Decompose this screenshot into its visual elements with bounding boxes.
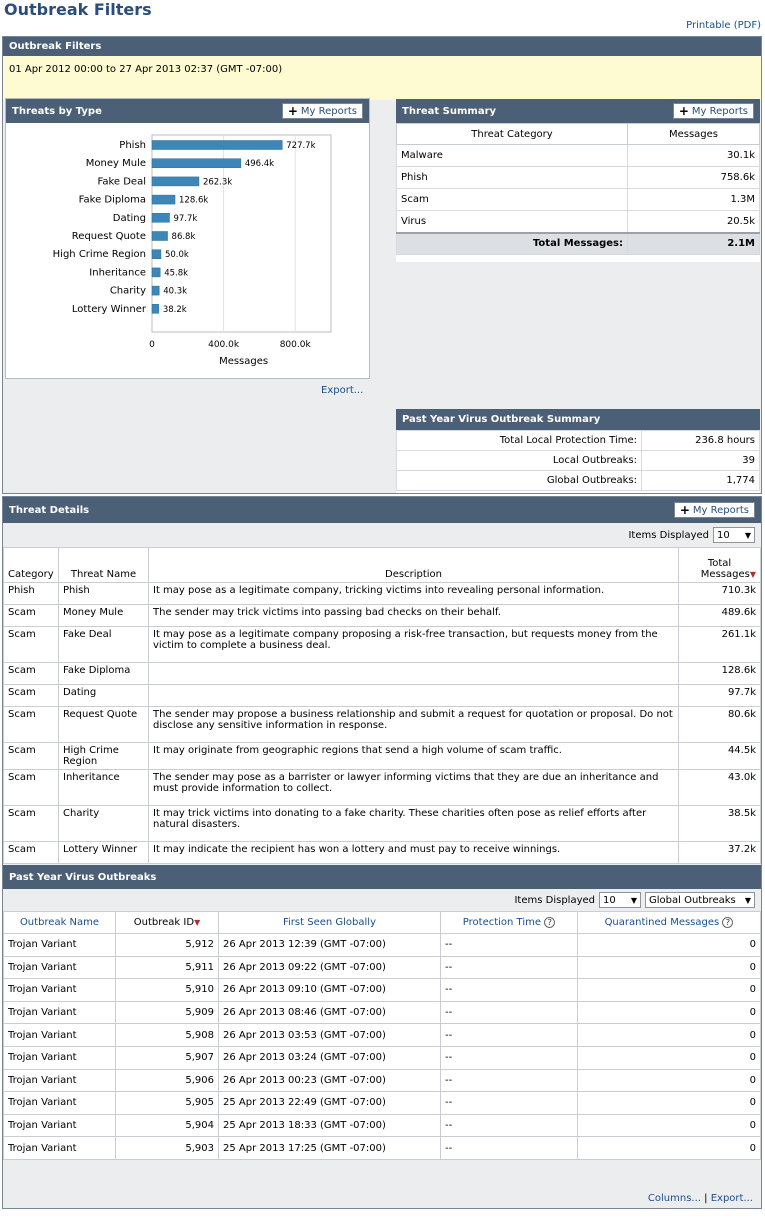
outbreak-filters-title: Outbreak Filters [9, 41, 102, 52]
table-row [4, 1046, 761, 1069]
col-category[interactable]: Category [4, 548, 59, 583]
outbreak-filters-frame [2, 36, 762, 494]
items-displayed-value: 10 [717, 529, 730, 541]
col-threat-name[interactable]: Threat Name [59, 548, 149, 583]
total-messages-value: 2.1M [628, 233, 760, 255]
category-label: Lottery Winner [71, 303, 146, 315]
table-row [4, 979, 761, 1002]
threat-name-cell: Phish [59, 583, 149, 605]
quarantined-cell: 0 [578, 979, 761, 1002]
table-row [4, 1092, 761, 1115]
virus-summary-label: Global Outbreaks: [397, 471, 642, 491]
bar-value-label: 40.3k [163, 286, 188, 297]
virus-summary-title: Past Year Virus Outbreak Summary [402, 414, 601, 425]
sort-down-icon: ▼ [749, 570, 756, 579]
outbreak-name-cell: Trojan Variant [4, 956, 116, 979]
date-range-bar [3, 56, 761, 100]
first-seen-cell: 25 Apr 2013 22:49 (GMT -07:00) [219, 1092, 441, 1115]
outbreak-id-cell: 5,910 [116, 979, 219, 1002]
outbreak-id-cell: 5,907 [116, 1046, 219, 1069]
category-label: Charity [109, 285, 146, 297]
description-cell: The sender may pose as a barrister or lawyer informing victims that they are due an inheritance and must provide information to collect. [149, 770, 679, 806]
outbreak-name-cell: Trojan Variant [4, 1137, 116, 1160]
outbreak-scope-value: Global Outbreaks [649, 894, 736, 906]
outbreak-name-cell: Trojan Variant [4, 934, 116, 957]
x-tick-label: 400.0k [208, 340, 240, 350]
quarantined-cell: 0 [578, 1001, 761, 1024]
col-threat-category: Threat Category [397, 124, 628, 145]
virus-summary-panel [396, 409, 760, 493]
protection-time-cell: -- [441, 1046, 578, 1069]
virus-outbreaks-title: Past Year Virus Outbreaks [9, 871, 157, 883]
threat-details-toolbar [3, 523, 761, 547]
outbreak-name-cell: Trojan Variant [4, 1046, 116, 1069]
threats-by-type-header [6, 99, 369, 123]
category-cell: Scam [4, 627, 59, 663]
items-displayed-label: Items Displayed [514, 894, 595, 906]
protection-time-cell: -- [441, 1024, 578, 1047]
first-seen-cell: 26 Apr 2013 09:22 (GMT -07:00) [219, 956, 441, 979]
bar-value-label: 45.8k [164, 268, 189, 279]
category-label: Money Mule [85, 158, 146, 170]
threat-summary-row [397, 211, 760, 233]
first-seen-cell: 25 Apr 2013 18:33 (GMT -07:00) [219, 1114, 441, 1137]
category-label: Dating [112, 212, 146, 224]
threat-name-cell: Money Mule [59, 605, 149, 627]
threat-name-cell: Charity [59, 806, 149, 842]
description-cell [149, 685, 679, 707]
description-cell [149, 663, 679, 685]
category-cell: Scam [4, 707, 59, 743]
col-protection-time-label: Protection Time [462, 917, 542, 928]
quarantined-cell: 0 [578, 1046, 761, 1069]
x-axis-label: Messages [219, 356, 269, 367]
first-seen-cell: 26 Apr 2013 03:24 (GMT -07:00) [219, 1046, 441, 1069]
category-cell: Scam [4, 685, 59, 707]
col-messages: Messages [628, 124, 760, 145]
help-icon[interactable]: ? [722, 917, 733, 928]
protection-time-cell: -- [441, 1114, 578, 1137]
threat-name-cell: Fake Deal [59, 627, 149, 663]
threat-summary-row [397, 189, 760, 211]
table-row [4, 1137, 761, 1160]
bar [152, 304, 159, 313]
first-seen-cell: 26 Apr 2013 08:46 (GMT -07:00) [219, 1001, 441, 1024]
category-cell: Scam [4, 842, 59, 864]
category-cell: Scam [4, 605, 59, 627]
virus-outbreaks-header [3, 865, 761, 889]
outbreak-name-cell: Trojan Variant [4, 1069, 116, 1092]
threat-summary-row [397, 145, 760, 167]
outbreak-id-cell: 5,904 [116, 1114, 219, 1137]
first-seen-cell: 26 Apr 2013 03:53 (GMT -07:00) [219, 1024, 441, 1047]
col-quarantined-label: Quarantined Messages [604, 917, 720, 928]
plus-icon: + [287, 104, 298, 118]
category-cell: Scam [4, 806, 59, 842]
outbreak-name-cell: Trojan Variant [4, 979, 116, 1002]
x-tick-label: 0 [149, 340, 155, 350]
help-icon[interactable]: ? [544, 917, 555, 928]
details-frame [2, 496, 762, 1209]
sort-down-icon: ▼ [194, 918, 201, 927]
col-description[interactable]: Description [149, 548, 679, 583]
quarantined-cell: 0 [578, 1069, 761, 1092]
threat-summary-row [397, 167, 760, 189]
bar-value-label: 262.3k [202, 177, 233, 188]
category-cell: Phish [4, 583, 59, 605]
virus-outbreaks-table [3, 911, 761, 1160]
total-messages-label: Total Messages: [397, 233, 628, 255]
table-row [4, 685, 761, 707]
table-row [4, 1001, 761, 1024]
threat-summary-table [396, 123, 760, 255]
threats-by-type-export-link[interactable]: Export... [321, 385, 364, 396]
total-messages-cell: 43.0k [679, 770, 761, 806]
threats-by-type-panel [5, 98, 370, 379]
outbreak-id-cell: 5,905 [116, 1092, 219, 1115]
virus-outbreaks-toolbar [3, 889, 761, 911]
threats-by-type-title: Threats by Type [12, 105, 102, 117]
virus-summary-table [396, 430, 760, 491]
bar-value-label: 128.6k [179, 195, 209, 206]
bar [152, 286, 159, 295]
outbreak-name-cell: Trojan Variant [4, 1024, 116, 1047]
outbreaks-footer [648, 1193, 753, 1204]
my-reports-label: My Reports [692, 504, 749, 516]
description-cell: It may indicate the recipient has won a lottery and must pay to receive winnings. [149, 842, 679, 864]
col-protection-time[interactable] [441, 912, 578, 934]
total-messages-cell: 97.7k [679, 685, 761, 707]
bar-value-label: 496.4k [244, 159, 275, 170]
threats-by-type-my-reports-button[interactable] [282, 103, 363, 119]
quarantined-cell: 0 [578, 1137, 761, 1160]
description-cell: The sender may trick victims into passing bad checks on their behalf. [149, 605, 679, 627]
printable-pdf-link[interactable]: Printable (PDF) [686, 20, 761, 31]
table-row [4, 707, 761, 743]
protection-time-cell: -- [441, 1001, 578, 1024]
my-reports-label: My Reports [300, 105, 357, 117]
columns-link[interactable]: Columns... [647, 1193, 701, 1204]
protection-time-cell: -- [441, 934, 578, 957]
category-label: Request Quote [71, 231, 146, 242]
date-range-text: 01 Apr 2012 00:00 to 27 Apr 2013 02:37 (GMT -07:00) [9, 64, 283, 75]
threat-messages-cell: 20.5k [628, 211, 760, 233]
total-messages-cell: 489.6k [679, 605, 761, 627]
outbreak-name-cell: Trojan Variant [4, 1114, 116, 1137]
category-label: Phish [119, 140, 146, 151]
table-row [4, 806, 761, 842]
threat-messages-cell: 1.3M [628, 189, 760, 211]
table-row [4, 770, 761, 806]
virus-summary-header [396, 409, 760, 430]
bar [152, 213, 169, 222]
outbreak-id-cell: 5,908 [116, 1024, 219, 1047]
virus-summary-row [397, 471, 760, 491]
col-total-messages-label: Messages [700, 569, 750, 580]
bar-value-label: 727.7k [286, 141, 316, 151]
bar-value-label: 50.0k [164, 250, 189, 261]
table-row [4, 1069, 761, 1092]
bar [152, 159, 241, 168]
bar [152, 195, 175, 204]
threat-details-items-select[interactable] [713, 527, 755, 543]
chevron-down-icon: ▼ [744, 895, 751, 905]
col-outbreak-name[interactable]: Outbreak Name [4, 912, 116, 934]
bar [152, 177, 199, 186]
virus-summary-row [397, 431, 760, 451]
outbreak-name-cell: Trojan Variant [4, 1001, 116, 1024]
outbreak-id-cell: 5,909 [116, 1001, 219, 1024]
col-outbreak-id-label: Outbreak ID [133, 917, 195, 928]
table-row [4, 842, 761, 864]
total-messages-cell: 38.5k [679, 806, 761, 842]
virus-summary-label: Total Local Protection Time: [397, 431, 642, 451]
virus-summary-value: 39 [642, 451, 760, 471]
protection-time-cell: -- [441, 1069, 578, 1092]
table-row [4, 1024, 761, 1047]
bar-value-label: 97.7k [173, 213, 198, 224]
threat-details-my-reports-button[interactable] [674, 502, 755, 518]
quarantined-cell: 0 [578, 1024, 761, 1047]
description-cell: It may trick victims into donating to a fake charity. These charities often pose as relief efforts after natural disasters. [149, 806, 679, 842]
col-first-seen[interactable]: First Seen Globally [219, 912, 441, 934]
category-label: Inheritance [89, 267, 146, 279]
outbreak-id-cell: 5,903 [116, 1137, 219, 1160]
my-reports-label: My Reports [691, 105, 748, 117]
bar [152, 250, 161, 259]
virus-summary-value: 1,774 [642, 471, 760, 491]
threat-summary-title: Threat Summary [402, 105, 497, 117]
table-row [4, 934, 761, 957]
col-total-messages[interactable] [679, 548, 761, 583]
col-outbreak-id[interactable] [116, 912, 219, 934]
virus-summary-row [397, 451, 760, 471]
threat-name-cell: High Crime Region [59, 743, 149, 770]
table-row [4, 956, 761, 979]
threat-summary-header [396, 99, 760, 123]
threat-details-table [3, 547, 761, 864]
outbreak-id-cell: 5,906 [116, 1069, 219, 1092]
bar [152, 268, 160, 277]
outbreak-id-cell: 5,911 [116, 956, 219, 979]
threat-details-header [3, 497, 761, 523]
footer-separator: | [704, 1193, 708, 1204]
protection-time-cell: -- [441, 1092, 578, 1115]
quarantined-cell: 0 [578, 1092, 761, 1115]
threat-messages-cell: 758.6k [628, 167, 760, 189]
threat-summary-panel [396, 99, 760, 262]
protection-time-cell: -- [441, 979, 578, 1002]
category-label: Fake Deal [97, 176, 146, 188]
threat-messages-cell: 30.1k [628, 145, 760, 167]
threat-summary-my-reports-button[interactable] [673, 103, 754, 119]
total-messages-cell: 37.2k [679, 842, 761, 864]
category-cell: Scam [4, 743, 59, 770]
category-label: Fake Diploma [78, 194, 146, 206]
description-cell: It may originate from geographic regions that send a high volume of scam traffic. [149, 743, 679, 770]
threat-name-cell: Dating [59, 685, 149, 707]
bar [152, 232, 168, 241]
outbreak-id-cell: 5,912 [116, 934, 219, 957]
virus-summary-label: Local Outbreaks: [397, 451, 642, 471]
first-seen-cell: 26 Apr 2013 12:39 (GMT -07:00) [219, 934, 441, 957]
outbreak-name-cell: Trojan Variant [4, 1092, 116, 1115]
items-displayed-label: Items Displayed [628, 529, 709, 541]
total-messages-cell: 128.6k [679, 663, 761, 685]
threat-category-cell: Malware [397, 145, 628, 167]
quarantined-cell: 0 [578, 934, 761, 957]
bar-value-label: 38.2k [162, 304, 187, 315]
total-messages-cell: 44.5k [679, 743, 761, 770]
chevron-down-icon: ▼ [630, 895, 637, 905]
protection-time-cell: -- [441, 1137, 578, 1160]
first-seen-cell: 25 Apr 2013 17:25 (GMT -07:00) [219, 1137, 441, 1160]
plus-icon: + [679, 503, 690, 517]
col-total-label-2 [683, 569, 756, 580]
total-messages-cell: 261.1k [679, 627, 761, 663]
threat-details-title: Threat Details [9, 504, 90, 516]
x-tick-label: 800.0k [279, 340, 311, 350]
threat-name-cell: Request Quote [59, 707, 149, 743]
threats-by-type-chart [6, 124, 369, 379]
table-row [4, 605, 761, 627]
items-displayed-value: 10 [603, 894, 616, 906]
virus-outbreaks-export-link[interactable]: Export... [710, 1193, 753, 1204]
chevron-down-icon: ▼ [744, 530, 751, 540]
first-seen-cell: 26 Apr 2013 09:10 (GMT -07:00) [219, 979, 441, 1002]
col-total-label: Total [707, 558, 732, 569]
threat-name-cell: Fake Diploma [59, 663, 149, 685]
bar [152, 141, 282, 150]
table-row [4, 743, 761, 770]
first-seen-cell: 26 Apr 2013 00:23 (GMT -07:00) [219, 1069, 441, 1092]
virus-outbreaks-items-select[interactable] [599, 892, 641, 908]
total-messages-cell: 710.3k [679, 583, 761, 605]
category-cell: Scam [4, 770, 59, 806]
threat-category-cell: Phish [397, 167, 628, 189]
threat-name-cell: Lottery Winner [59, 842, 149, 864]
table-row [4, 1114, 761, 1137]
quarantined-cell: 0 [578, 1114, 761, 1137]
table-row [4, 663, 761, 685]
threat-category-cell: Virus [397, 211, 628, 233]
protection-time-cell: -- [441, 956, 578, 979]
description-cell: The sender may propose a business relationship and submit a request for quotation or proposal. Do not disclose any sensitive information in response. [149, 707, 679, 743]
table-row [4, 583, 761, 605]
category-label: High Crime Region [52, 249, 146, 261]
category-cell: Scam [4, 663, 59, 685]
plus-icon: + [678, 104, 689, 118]
outbreak-scope-select[interactable] [645, 892, 755, 908]
table-row [4, 627, 761, 663]
page-title: Outbreak Filters [4, 0, 152, 19]
col-quarantined[interactable] [578, 912, 761, 934]
threat-category-cell: Scam [397, 189, 628, 211]
description-cell: It may pose as a legitimate company, tricking victims into revealing personal information. [149, 583, 679, 605]
bar-value-label: 86.8k [171, 232, 196, 242]
description-cell: It may pose as a legitimate company proposing a risk-free transaction, but requests money from the victim to complete a business deal. [149, 627, 679, 663]
outbreak-filters-header [3, 37, 761, 56]
threat-name-cell: Inheritance [59, 770, 149, 806]
quarantined-cell: 0 [578, 956, 761, 979]
total-messages-cell: 80.6k [679, 707, 761, 743]
virus-summary-value: 236.8 hours [642, 431, 760, 451]
